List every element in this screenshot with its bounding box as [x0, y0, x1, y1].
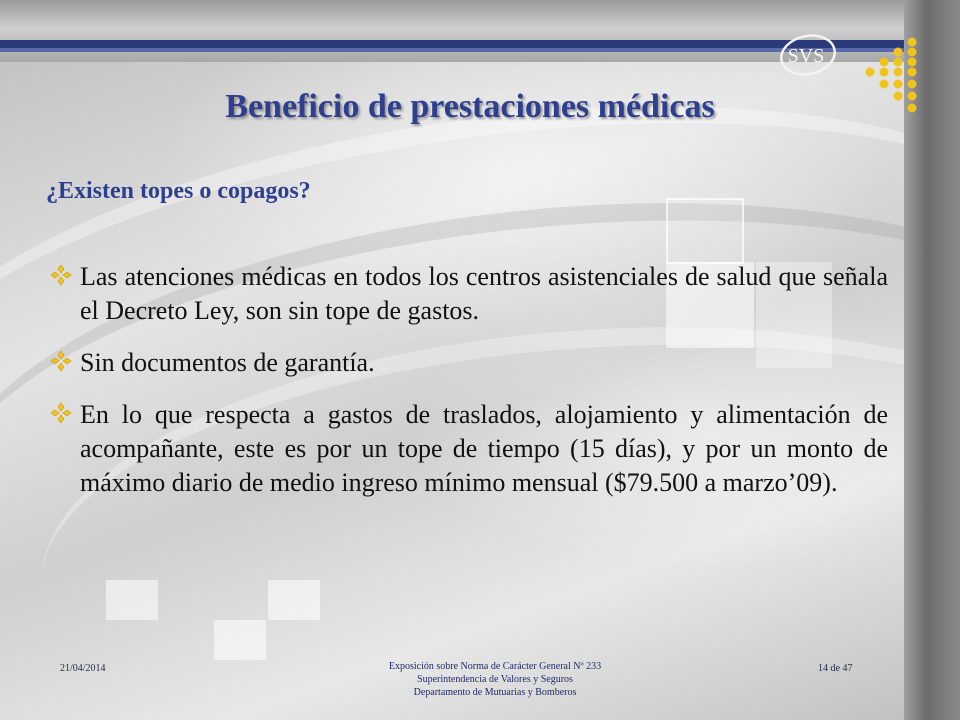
footer-line-3: Departamento de Mutuarias y Bomberos	[413, 687, 577, 698]
bullet-text: Sin documentos de garantía.	[80, 348, 375, 377]
footer-line-2: Superintendencia de Valores y Seguros	[417, 674, 573, 685]
footer-date: 21/04/2014	[60, 663, 106, 674]
bullet-item	[46, 398, 888, 500]
svs-logo-text: SVS	[787, 45, 825, 67]
decorative-square	[106, 580, 158, 620]
decorative-square	[268, 580, 320, 620]
bullet-item	[46, 346, 888, 380]
four-diamond-bullet-icon	[50, 350, 72, 372]
bullet-list	[46, 260, 888, 518]
decorative-square	[214, 620, 266, 660]
decorative-square	[666, 198, 744, 264]
footer-line-1: Exposición sobre Norma de Carácter General Nº 233	[388, 661, 602, 672]
four-diamond-bullet-icon	[50, 264, 72, 286]
page-number: 14 de 47	[818, 663, 853, 674]
bullet-item	[46, 260, 888, 328]
svs-logo	[776, 30, 836, 80]
slide-title: Beneficio de prestaciones médicas	[225, 88, 715, 125]
footer-center-text	[300, 660, 690, 699]
four-diamond-bullet-icon	[50, 402, 72, 424]
bullet-text: Las atenciones médicas en todos los centros asistenciales de salud que señala el Decreto Ley, son sin tope de gastos.	[80, 262, 888, 325]
slide-subtitle: ¿Existen topes o copagos?	[46, 178, 311, 204]
bullet-text: En lo que respecta a gastos de traslados, alojamiento y alimentación de acompañante, este es por un tope de tiempo (15 días), y por un monto de máximo diario de medio ingreso mínimo mensual ($79.500 a marzo’09).	[80, 400, 888, 497]
